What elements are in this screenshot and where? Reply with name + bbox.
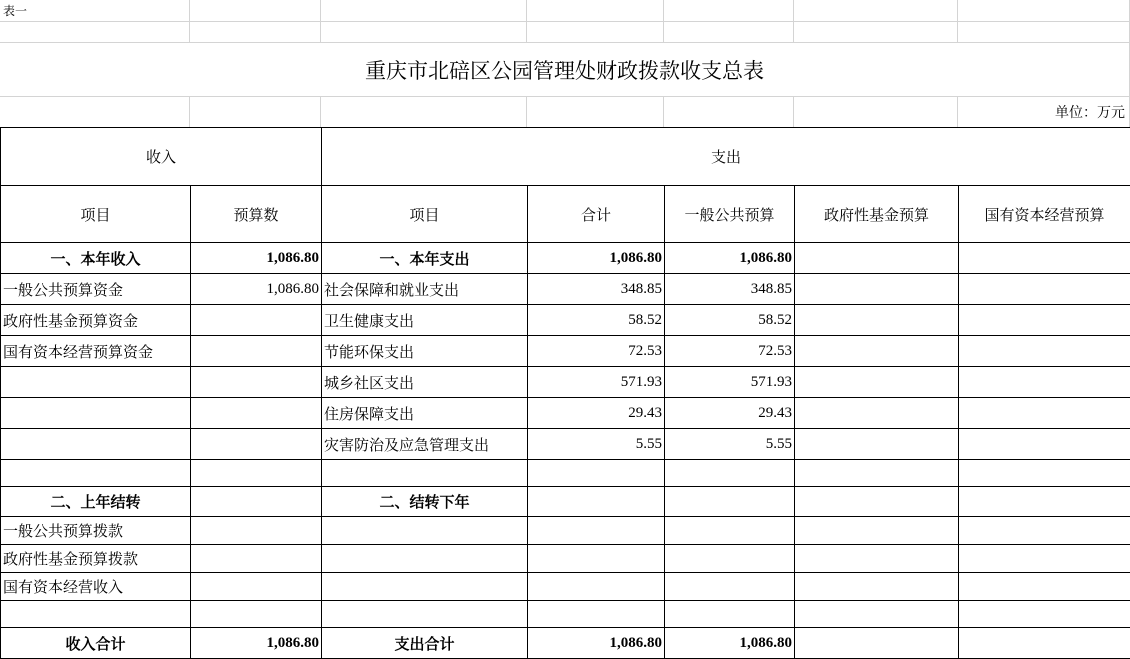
state-capital-value [959, 601, 1130, 628]
income-item: 国有资本经营预算资金 [1, 336, 191, 367]
gov-fund-value [795, 545, 959, 573]
expense-total-value: 1,086.80 [528, 628, 665, 659]
expense-item [322, 545, 528, 573]
general-budget-value: 348.85 [665, 274, 795, 305]
gov-fund-value [795, 398, 959, 429]
general-budget-value [665, 487, 795, 517]
expense-total-value: 58.52 [528, 305, 665, 336]
income-budget-value [191, 601, 322, 628]
table-row [1, 305, 1130, 336]
state-capital-value [959, 398, 1130, 429]
income-budget-value [191, 517, 322, 545]
table-row [1, 628, 1130, 659]
table-row [1, 429, 1130, 460]
expense-total-value: 72.53 [528, 336, 665, 367]
general-budget-value [665, 460, 795, 487]
general-budget-value: 5.55 [665, 429, 795, 460]
expense-total-value [528, 545, 665, 573]
expense-item [322, 517, 528, 545]
expense-item: 一、本年支出 [322, 243, 528, 274]
col-header-item: 项目 [1, 186, 191, 243]
table-row [1, 274, 1130, 305]
table-row [1, 460, 1130, 487]
state-capital-value [959, 460, 1130, 487]
table-row [1, 398, 1130, 429]
table-row [1, 367, 1130, 398]
expense-total-value [528, 601, 665, 628]
general-budget-value: 571.93 [665, 367, 795, 398]
col-header-budget: 预算数 [191, 186, 322, 243]
expense-group-header: 支出 [322, 128, 1130, 186]
expense-total-value [528, 487, 665, 517]
gov-fund-value [795, 274, 959, 305]
state-capital-value [959, 367, 1130, 398]
state-capital-value [959, 628, 1130, 659]
col-header-general: 一般公共预算 [665, 186, 795, 243]
expense-total-value: 5.55 [528, 429, 665, 460]
income-item: 一般公共预算资金 [1, 274, 191, 305]
gov-fund-value [795, 517, 959, 545]
table-row [1, 601, 1130, 628]
table-row [1, 545, 1130, 573]
expense-total-value: 29.43 [528, 398, 665, 429]
general-budget-value: 29.43 [665, 398, 795, 429]
income-budget-value: 1,086.80 [191, 628, 322, 659]
income-budget-value [191, 398, 322, 429]
general-budget-value [665, 517, 795, 545]
income-budget-value [191, 487, 322, 517]
income-budget-value [191, 305, 322, 336]
income-item [1, 601, 191, 628]
gov-fund-value [795, 429, 959, 460]
table-row [1, 517, 1130, 545]
state-capital-value [959, 243, 1130, 274]
general-budget-value: 1,086.80 [665, 628, 795, 659]
general-budget-value: 1,086.80 [665, 243, 795, 274]
state-capital-value [959, 517, 1130, 545]
income-item: 政府性基金预算拨款 [1, 545, 191, 573]
expense-item [322, 601, 528, 628]
gov-fund-value [795, 367, 959, 398]
income-budget-value: 1,086.80 [191, 274, 322, 305]
income-budget-value [191, 336, 322, 367]
expense-total-value: 348.85 [528, 274, 665, 305]
expense-item: 城乡社区支出 [322, 367, 528, 398]
sheet-label: 表一 [0, 0, 189, 21]
col-header-total: 合计 [528, 186, 665, 243]
expense-total-value [528, 460, 665, 487]
income-item [1, 460, 191, 487]
general-budget-value [665, 545, 795, 573]
income-item [1, 367, 191, 398]
gov-fund-value [795, 305, 959, 336]
gov-fund-value [795, 628, 959, 659]
state-capital-value [959, 429, 1130, 460]
income-budget-value [191, 545, 322, 573]
state-capital-value [959, 487, 1130, 517]
income-item: 国有资本经营收入 [1, 573, 191, 601]
state-capital-value [959, 573, 1130, 601]
expense-total-value [528, 573, 665, 601]
income-item: 一般公共预算拨款 [1, 517, 191, 545]
general-budget-value: 58.52 [665, 305, 795, 336]
expense-item [322, 460, 528, 487]
table-row [1, 487, 1130, 517]
table-row [1, 243, 1130, 274]
income-item: 收入合计 [1, 628, 191, 659]
gov-fund-value [795, 460, 959, 487]
col-header-exp-item: 项目 [322, 186, 528, 243]
expense-item: 支出合计 [322, 628, 528, 659]
income-budget-value [191, 367, 322, 398]
table-row [1, 573, 1130, 601]
gov-fund-value [795, 243, 959, 274]
expense-item: 住房保障支出 [322, 398, 528, 429]
income-budget-value [191, 429, 322, 460]
income-group-header: 收入 [1, 128, 322, 186]
income-item: 二、上年结转 [1, 487, 191, 517]
col-header-gov-fund: 政府性基金预算 [795, 186, 959, 243]
expense-item: 社会保障和就业支出 [322, 274, 528, 305]
gov-fund-value [795, 336, 959, 367]
expense-item [322, 573, 528, 601]
income-budget-value [191, 460, 322, 487]
income-budget-value: 1,086.80 [191, 243, 322, 274]
expense-item: 二、结转下年 [322, 487, 528, 517]
income-item [1, 429, 191, 460]
income-item: 政府性基金预算资金 [1, 305, 191, 336]
expense-total-value: 1,086.80 [528, 243, 665, 274]
gov-fund-value [795, 487, 959, 517]
general-budget-value [665, 601, 795, 628]
general-budget-value [665, 573, 795, 601]
state-capital-value [959, 305, 1130, 336]
unit-label: 单位：万元 [957, 97, 1129, 127]
gov-fund-value [795, 601, 959, 628]
income-item: 一、本年收入 [1, 243, 191, 274]
expense-item: 灾害防治及应急管理支出 [322, 429, 528, 460]
expense-total-value [528, 517, 665, 545]
state-capital-value [959, 336, 1130, 367]
income-budget-value [191, 573, 322, 601]
state-capital-value [959, 545, 1130, 573]
general-budget-value: 72.53 [665, 336, 795, 367]
expense-item: 节能环保支出 [322, 336, 528, 367]
table-row [1, 336, 1130, 367]
budget-table [0, 127, 1130, 659]
page-title: 重庆市北碚区公园管理处财政拨款收支总表 [0, 43, 1129, 96]
income-item [1, 398, 191, 429]
expense-item: 卫生健康支出 [322, 305, 528, 336]
gov-fund-value [795, 573, 959, 601]
state-capital-value [959, 274, 1130, 305]
expense-total-value: 571.93 [528, 367, 665, 398]
col-header-state-capital: 国有资本经营预算 [959, 186, 1130, 243]
